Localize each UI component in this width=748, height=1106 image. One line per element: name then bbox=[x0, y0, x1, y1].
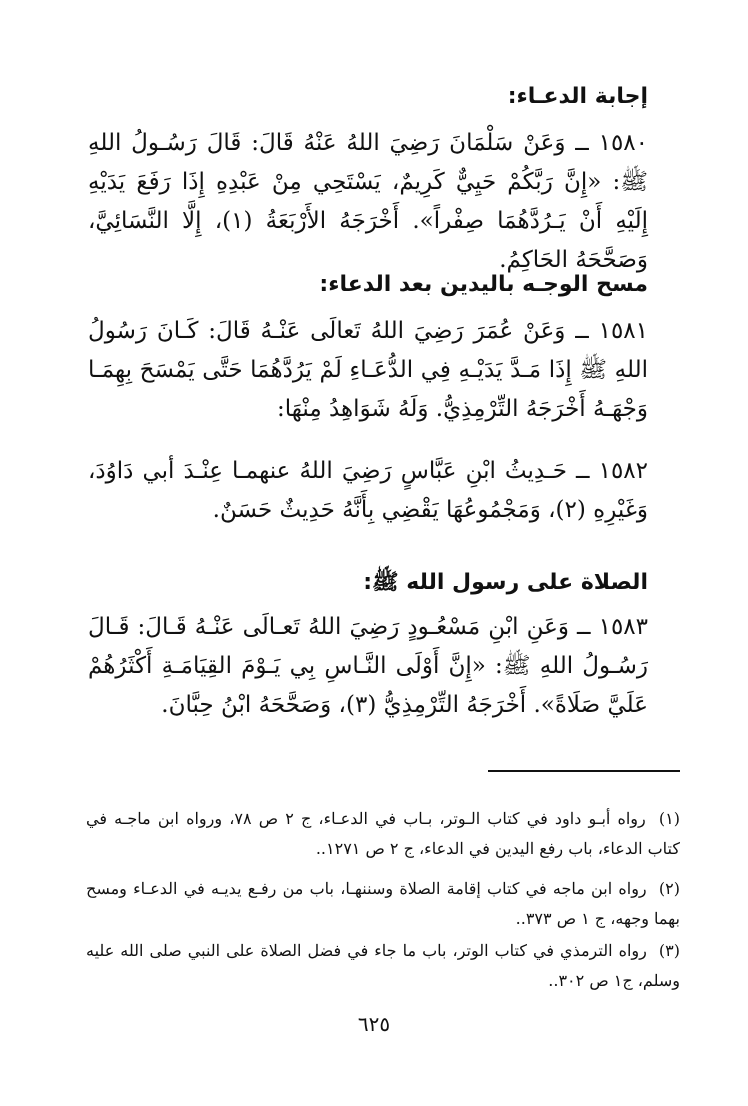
hadith-text: ــ حَـدِيثُ ابْنِ عَبَّاسٍ رَضِيَ اللهُ عنهمـا عِنْـدَ أبي دَاوُدَ، وَغَيْرِهِ (٢)، وَمَجْمُوعُهَا يَقْضِي بِأَنَّهُ حَدِيثٌ حَسَنٌ. bbox=[88, 458, 648, 523]
hadith-number: ١٥٨٣ bbox=[598, 614, 649, 640]
hadith-1581 bbox=[88, 312, 648, 429]
footnote-text: رواه الترمذي في كتاب الوتر، باب ما جاء في فضل الصلاة على النبي صلى الله عليه وسلم، ج١ ص ٣٠٢.. bbox=[86, 941, 680, 990]
footnote-marker: (٣) bbox=[658, 941, 680, 960]
hadith-number: ١٥٨٠ bbox=[598, 130, 649, 156]
hadith-number: ١٥٨١ bbox=[598, 318, 649, 344]
hadith-number: ١٥٨٢ bbox=[598, 458, 649, 484]
hadith-1583 bbox=[88, 608, 648, 725]
footnote-1 bbox=[86, 804, 680, 864]
hadith-text: ــ وَعَنْ سَلْمَانَ رَضِيَ اللهُ عَنْهُ قَالَ: قَالَ رَسُـولُ اللهِ ﷺ: «إِنَّ رَبَّكُمْ حَيِيٌّ كَرِيمٌ، يَسْتَحِي مِنْ عَبْدِهِ إِذَا رَفَعَ يَدَيْهِ إِلَيْهِ أَنْ يَـرُدَّهُمَا صِفْراً». أَخْرَجَهُ الأَرْبَعَةُ (١)، إِلَّا النَّسَائِيَّ، وَصَحَّحَهُ الحَاكِمُ. bbox=[88, 130, 649, 273]
footnote-separator bbox=[488, 770, 680, 772]
hadith-text: ــ وَعَنِ ابْنِ مَسْعُـودٍ رَضِيَ اللهُ تَعـالَى عَنْـهُ قَـالَ: قَـالَ رَسُـولُ اللهِ ﷺ: «إِنَّ أَوْلَى النَّـاسِ بِي يَـوْمَ القِيَامَـةِ أَكْثَرُهُمْ عَلَيَّ صَلَاةً». أَخْرَجَهُ التِّرْمِذِيُّ (٣)، وَصَحَّحَهُ ابْنُ حِبَّانَ. bbox=[88, 614, 648, 718]
page-number: ٦٢٥ bbox=[357, 1012, 391, 1036]
hadith-text: ــ وَعَنْ عُمَرَ رَضِيَ اللهُ تَعالَى عَنْـهُ قَالَ: كَـانَ رَسُولُ اللهِ ﷺ إِذَا مَـدَّ يَدَيْـهِ فِي الدُّعَـاءِ لَمْ يَرُدَّهُمَا حَتَّى يَمْسَحَ بِهِمَـا وَجْهَـهُ أَخْرَجَهُ التِّرْمِذِيُّ. وَلَهُ شَوَاهِدُ مِنْهَا: bbox=[88, 318, 648, 422]
footnote-3 bbox=[86, 936, 680, 996]
footnote-text: رواه ابن ماجه في كتاب إقامة الصلاة وسننهـا، باب من رفـع يديـه في الدعـاء ومسح بهما وجهه، ج ١ ص ٣٧٣.. bbox=[86, 879, 680, 928]
hadith-1580 bbox=[88, 124, 648, 280]
footnote-marker: (٢) bbox=[658, 879, 681, 898]
footnote-text: رواه أبـو داود في كتاب الـوتر، بـاب في الدعـاء، ج ٢ ص ٧٨، ورواه ابن ماجـه في كتاب الدعاء، باب رفع اليدين في الدعاء، ج ٢ ص ١٢٧١.. bbox=[86, 809, 680, 858]
section-heading-wiping-face: مسح الوجـه باليدين بعد الدعاء: bbox=[319, 272, 648, 297]
section-heading-answer-of-dua: إجابة الدعـاء: bbox=[507, 84, 648, 109]
section-heading-salat-on-prophet: الصلاة على رسول الله ﷺ: bbox=[363, 570, 648, 595]
hadith-1582 bbox=[88, 452, 648, 530]
footnote-marker: (١) bbox=[658, 809, 680, 828]
footnote-2 bbox=[86, 874, 680, 934]
